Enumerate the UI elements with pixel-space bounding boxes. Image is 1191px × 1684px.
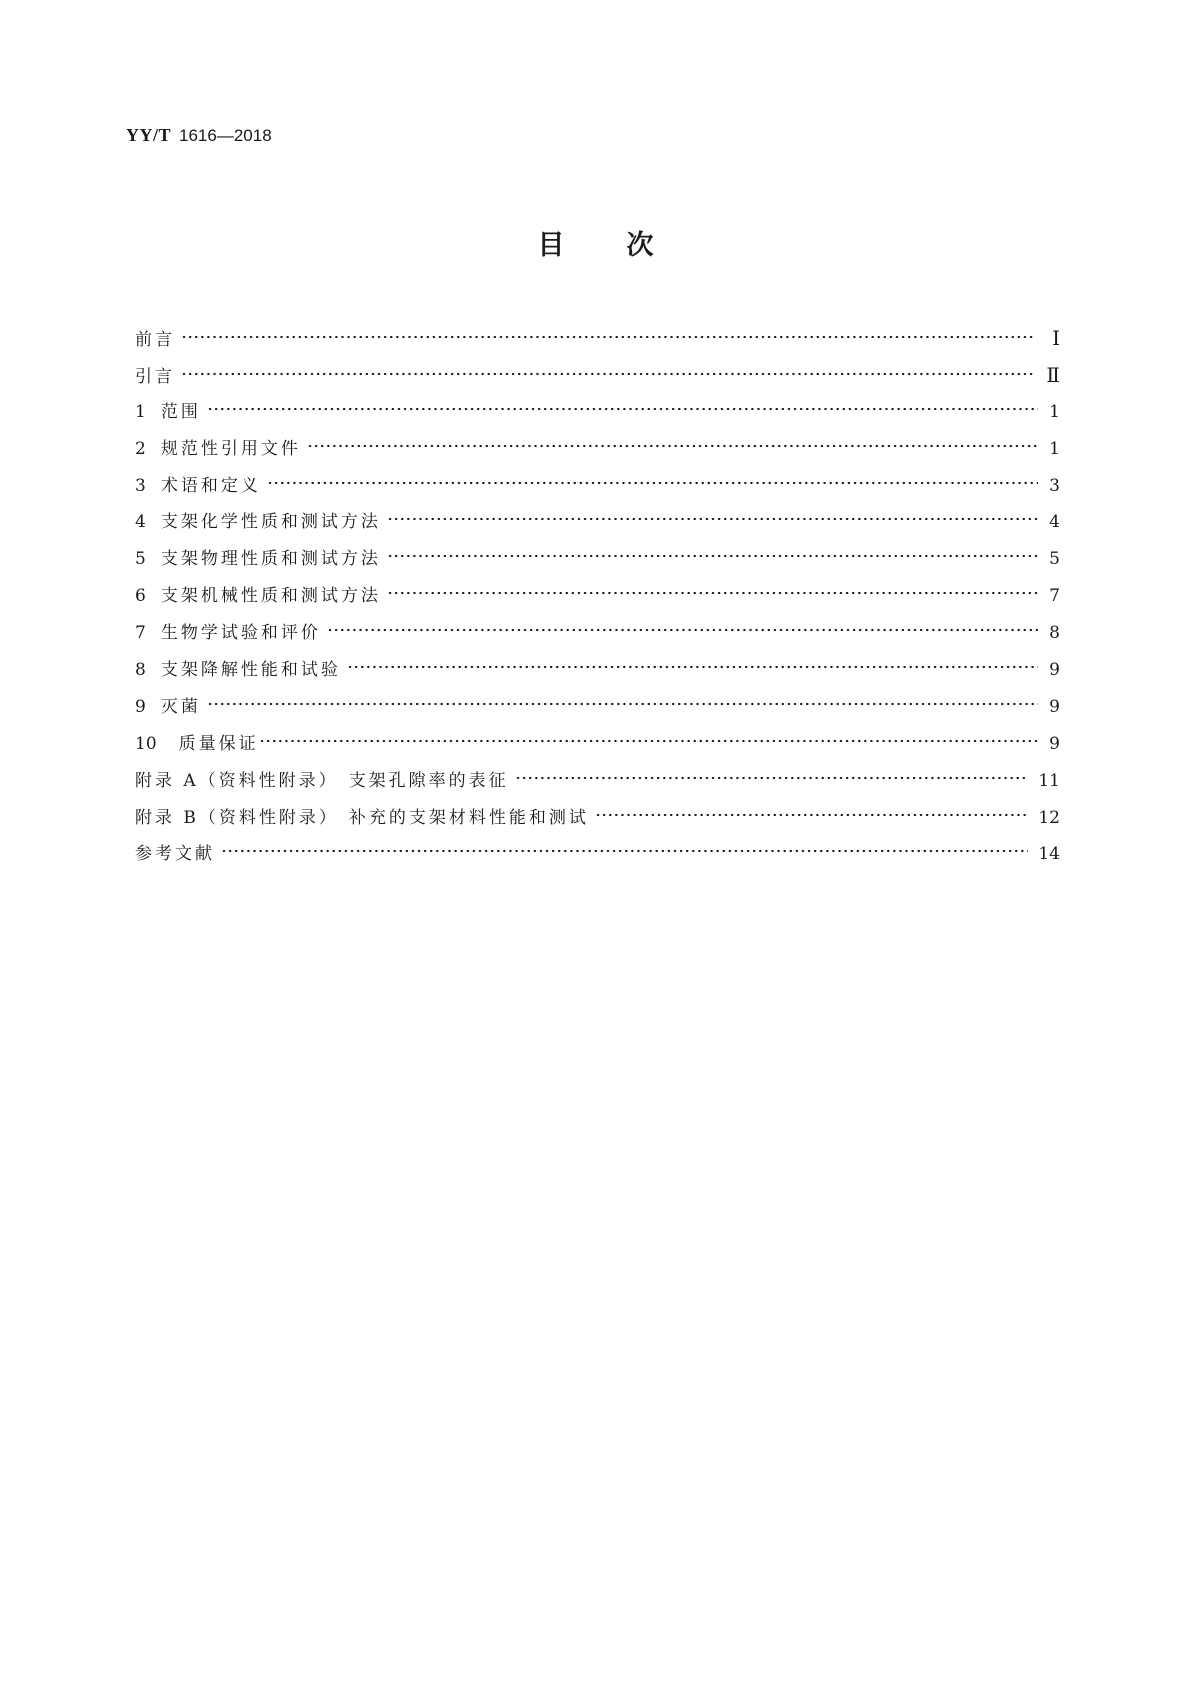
toc-entry-label: [135, 769, 509, 793]
toc-entry-title: 附录 B（资料性附录）: [135, 807, 339, 828]
toc-entry-page: 5: [1049, 549, 1060, 570]
toc-entry-page: 9: [1049, 696, 1060, 717]
toc-entry-1[interactable]: [135, 400, 1060, 437]
dot-leader: [387, 513, 1038, 525]
dot-leader: [259, 735, 1038, 747]
toc-entry-5[interactable]: [135, 547, 1060, 584]
toc-title: [0, 228, 1191, 264]
toc-entry-label: [135, 547, 381, 571]
toc-entry-number: 5: [135, 549, 146, 570]
dot-leader: [181, 368, 1034, 380]
toc-entry-foreword[interactable]: [135, 326, 1060, 363]
dot-leader: [307, 440, 1038, 452]
toc-entry-introduction[interactable]: [135, 363, 1060, 400]
dot-leader: [327, 624, 1038, 636]
toc-entry-label: 引言: [135, 366, 175, 387]
toc-entry-label: [135, 695, 201, 719]
toc-entry-page: 1: [1049, 438, 1060, 459]
toc-entry-number: 6: [135, 586, 146, 607]
dot-leader: [207, 698, 1038, 710]
toc-entry-label: [135, 584, 381, 608]
toc-entry-references[interactable]: [135, 842, 1060, 879]
toc-entry-label: [135, 510, 381, 534]
toc-entry-6[interactable]: [135, 584, 1060, 621]
toc-title-right: 次: [626, 230, 654, 261]
toc-entry-title: 范围: [160, 401, 201, 422]
toc-entry-appendix-a[interactable]: [135, 769, 1060, 806]
toc-entry-page: 12: [1038, 807, 1060, 828]
standard-code-prefix: YY/T: [126, 125, 172, 145]
toc-entry-label: [135, 658, 341, 682]
dot-leader: [267, 477, 1038, 489]
toc-entry-page: 9: [1049, 660, 1060, 681]
dot-leader: [181, 331, 1034, 343]
toc-entry-page: 4: [1049, 512, 1060, 533]
dot-leader: [515, 772, 1029, 784]
toc-entry-title: 灭菌: [160, 696, 201, 717]
toc-entry-number: 9: [135, 696, 146, 717]
toc-entry-10[interactable]: [135, 732, 1060, 769]
toc-entry-title: 生物学试验和评价: [160, 623, 321, 644]
toc-entry-page: Ⅱ: [1046, 362, 1060, 387]
toc-entry-page: 14: [1038, 844, 1060, 865]
standard-code-number: 1616—2018: [179, 126, 272, 145]
toc-entry-appendix-b[interactable]: [135, 806, 1060, 843]
toc-entry-3[interactable]: [135, 474, 1060, 511]
toc-entry-title: 支架化学性质和测试方法: [160, 512, 381, 533]
toc-entry-label: [135, 437, 301, 461]
toc-entry-title: 支架物理性质和测试方法: [160, 549, 381, 570]
standard-code: [126, 124, 272, 147]
toc-entry-4[interactable]: [135, 510, 1060, 547]
toc-entry-number: 10: [135, 733, 157, 754]
toc-entry-number: 4: [135, 512, 146, 533]
toc-entry-label: [135, 806, 589, 830]
dot-leader: [387, 550, 1038, 562]
toc-entry-subtitle: 补充的支架材料性能和测试: [348, 807, 589, 828]
toc-entry-title: 规范性引用文件: [160, 438, 301, 459]
toc-entry-label: [135, 621, 321, 645]
dot-leader: [347, 661, 1038, 673]
dot-leader: [207, 403, 1038, 415]
toc-entry-title: 支架降解性能和试验: [160, 660, 341, 681]
toc-entry-number: 7: [135, 623, 146, 644]
toc-entry-page: Ⅰ: [1052, 326, 1060, 350]
toc-entry-number: 8: [135, 660, 146, 681]
toc-entry-title: 附录 A（资料性附录）: [135, 770, 339, 791]
dot-leader: [595, 809, 1028, 821]
toc-entry-page: 1: [1049, 401, 1060, 422]
dot-leader: [221, 845, 1028, 857]
toc-entry-label: [135, 400, 201, 424]
toc-entry-title: 质量保证: [178, 733, 259, 754]
toc-entry-page: 11: [1038, 770, 1060, 791]
toc-entry-number: 3: [135, 475, 146, 496]
toc-title-left: 目: [537, 230, 565, 261]
toc-entry-page: 8: [1049, 623, 1060, 644]
table-of-contents: [135, 326, 1060, 879]
toc-entry-label: 前言: [135, 330, 175, 350]
toc-entry-number: 2: [135, 438, 146, 459]
toc-entry-title: 支架机械性质和测试方法: [160, 586, 381, 607]
toc-entry-page: 7: [1049, 586, 1060, 607]
toc-entry-8[interactable]: [135, 658, 1060, 695]
toc-entry-7[interactable]: [135, 621, 1060, 658]
dot-leader: [387, 587, 1038, 599]
toc-entry-number: 1: [135, 401, 146, 422]
toc-entry-subtitle: 支架孔隙率的表征: [348, 770, 509, 791]
toc-entry-label: [135, 732, 259, 756]
toc-entry-label: 参考文献: [135, 844, 215, 865]
toc-entry-label: [135, 474, 261, 498]
toc-entry-9[interactable]: [135, 695, 1060, 732]
toc-entry-2[interactable]: [135, 437, 1060, 474]
toc-entry-page: 9: [1049, 733, 1060, 754]
toc-entry-page: 3: [1049, 475, 1060, 496]
toc-entry-title: 术语和定义: [160, 475, 261, 496]
